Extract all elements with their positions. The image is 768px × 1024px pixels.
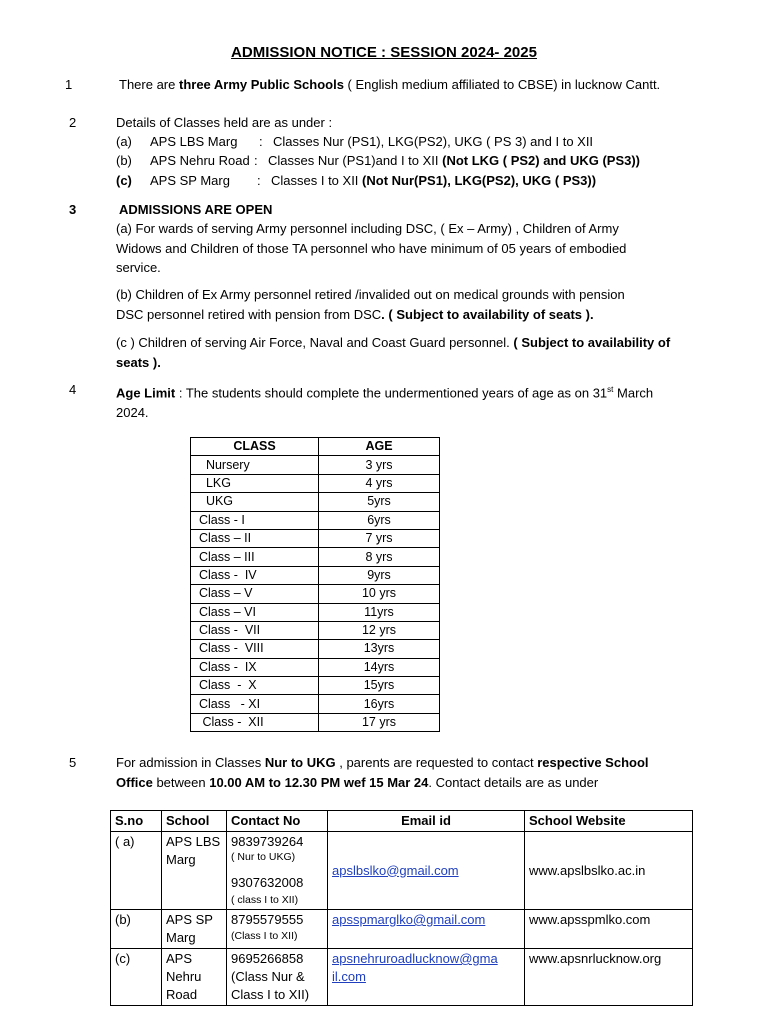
section-5-number: 5 <box>69 755 77 770</box>
row-email <box>328 949 525 1006</box>
class-detail-a: (a) APS LBS Marg : Classes Nur (PS1), LKG(PS2), UKG ( PS 3) and I to XII <box>116 134 594 149</box>
row-email <box>328 910 525 949</box>
row-contact: 9695266858 (Class Nur & Class I to XII) <box>227 949 328 1006</box>
row-school: APS SP Marg <box>162 910 227 949</box>
age-class-cell: Class – II <box>191 529 319 547</box>
class-detail-b: (b) APS Nehru Road : Classes Nur (PS1)and I to XII (Not LKG ( PS2) and UKG (PS3)) <box>116 153 641 168</box>
row-sno: ( a) <box>111 832 162 910</box>
age-class-cell: Class - IV <box>191 566 319 584</box>
age-value-cell: 11yrs <box>319 603 440 621</box>
row-school: APS LBS Marg <box>162 832 227 910</box>
admission-clause-a: (a) For wards of serving Army personnel including DSC, ( Ex – Army) , Children of Army Widows and Children of those TA personnel who have minimum of 05 years of embodied service. <box>116 221 627 275</box>
row-website: www.apsnrlucknow.org <box>525 949 693 1006</box>
age-value-cell: 6yrs <box>319 511 440 529</box>
table-row <box>191 677 440 695</box>
age-class-cell: LKG <box>191 474 319 492</box>
contact-header-contact: Contact No <box>227 811 328 832</box>
row-sno: (c) <box>111 949 162 1006</box>
contact-header-website: School Website <box>525 811 693 832</box>
page-title: ADMISSION NOTICE : SESSION 2024- 2025 <box>231 44 537 61</box>
row-sno: (b) <box>111 910 162 949</box>
table-row <box>191 474 440 492</box>
contact-header-school: School <box>162 811 227 832</box>
age-class-cell: Nursery <box>191 456 319 474</box>
age-value-cell: 14yrs <box>319 658 440 676</box>
table-row <box>191 695 440 713</box>
table-row <box>111 832 693 910</box>
age-class-cell: Class - VII <box>191 621 319 639</box>
table-row <box>111 949 693 1006</box>
age-limit-text: Age Limit : The students should complete the undermentioned years of age as on 31st March 2024. <box>116 385 654 420</box>
table-row <box>191 713 440 731</box>
age-class-cell: Class – VI <box>191 603 319 621</box>
age-class-cell: Class - XI <box>191 695 319 713</box>
age-value-cell: 13yrs <box>319 640 440 658</box>
admission-contact-text: For admission in Classes Nur to UKG , parents are requested to contact respective School Office between 10.00 AM to 12.30 PM wef 15 Mar 24. Contact details are as under <box>116 755 649 790</box>
age-value-cell: 12 yrs <box>319 621 440 639</box>
class-detail-c: (c) APS SP Marg : Classes I to XII (Not Nur(PS1), LKG(PS2), UKG ( PS3)) <box>116 173 597 188</box>
table-row <box>191 640 440 658</box>
section-3-number: 3 <box>69 202 77 217</box>
table-row <box>191 548 440 566</box>
table-row <box>191 529 440 547</box>
section-4-number: 4 <box>69 382 77 397</box>
section-2-number: 2 <box>69 115 77 130</box>
section-2-heading: Details of Classes held are as under : <box>116 115 333 130</box>
age-value-cell: 17 yrs <box>319 713 440 731</box>
table-row <box>191 621 440 639</box>
age-value-cell: 5yrs <box>319 493 440 511</box>
age-value-cell: 4 yrs <box>319 474 440 492</box>
age-class-cell: Class - IX <box>191 658 319 676</box>
age-class-cell: Class - X <box>191 677 319 695</box>
email-link[interactable]: apslbslko@gmail.com <box>332 862 459 878</box>
age-limit-table <box>190 437 440 732</box>
section-1-number: 1 <box>65 77 73 92</box>
age-table-header-age: AGE <box>319 438 440 456</box>
age-table-header-class: CLASS <box>191 438 319 456</box>
age-class-cell: UKG <box>191 493 319 511</box>
age-class-cell: Class - XII <box>191 713 319 731</box>
table-row <box>191 511 440 529</box>
table-row <box>191 456 440 474</box>
age-class-cell: Class - I <box>191 511 319 529</box>
admission-clause-c: (c ) Children of serving Air Force, Naval and Coast Guard personnel. ( Subject to availability of seats ). <box>116 335 671 370</box>
age-value-cell: 7 yrs <box>319 529 440 547</box>
contact-header-sno: S.no <box>111 811 162 832</box>
age-value-cell: 15yrs <box>319 677 440 695</box>
email-link[interactable]: apsnehruroadlucknow@gma il.com <box>332 951 498 984</box>
age-value-cell: 8 yrs <box>319 548 440 566</box>
age-class-cell: Class - VIII <box>191 640 319 658</box>
row-contact: 8795579555 (Class I to XII) <box>227 910 328 949</box>
age-class-cell: Class – III <box>191 548 319 566</box>
age-value-cell: 10 yrs <box>319 585 440 603</box>
table-row <box>191 658 440 676</box>
section-3-heading: ADMISSIONS ARE OPEN <box>119 202 273 217</box>
table-row <box>191 566 440 584</box>
table-row <box>191 493 440 511</box>
admission-clause-b: (b) Children of Ex Army personnel retired /invalided out on medical grounds with pension DSC personnel retired with pension from DSC. ( Subject to availability of seats ). <box>116 287 625 322</box>
age-class-cell: Class – V <box>191 585 319 603</box>
age-value-cell: 3 yrs <box>319 456 440 474</box>
contact-table <box>110 810 693 1006</box>
table-row <box>111 910 693 949</box>
email-link[interactable]: apsspmarglko@gmail.com <box>332 912 486 927</box>
section-1-text: There are three Army Public Schools ( English medium affiliated to CBSE) in lucknow Cantt. <box>119 77 661 92</box>
row-website: www.apslbslko.ac.in <box>525 832 693 910</box>
contact-header-email: Email id <box>328 811 525 832</box>
row-website: www.apsspmlko.com <box>525 910 693 949</box>
table-row <box>191 603 440 621</box>
row-contact: 9839739264 ( Nur to UKG) 9307632008 ( class I to XII) <box>227 832 328 910</box>
table-row <box>191 585 440 603</box>
row-email <box>328 832 525 910</box>
age-value-cell: 16yrs <box>319 695 440 713</box>
row-school: APS Nehru Road <box>162 949 227 1006</box>
age-value-cell: 9yrs <box>319 566 440 584</box>
